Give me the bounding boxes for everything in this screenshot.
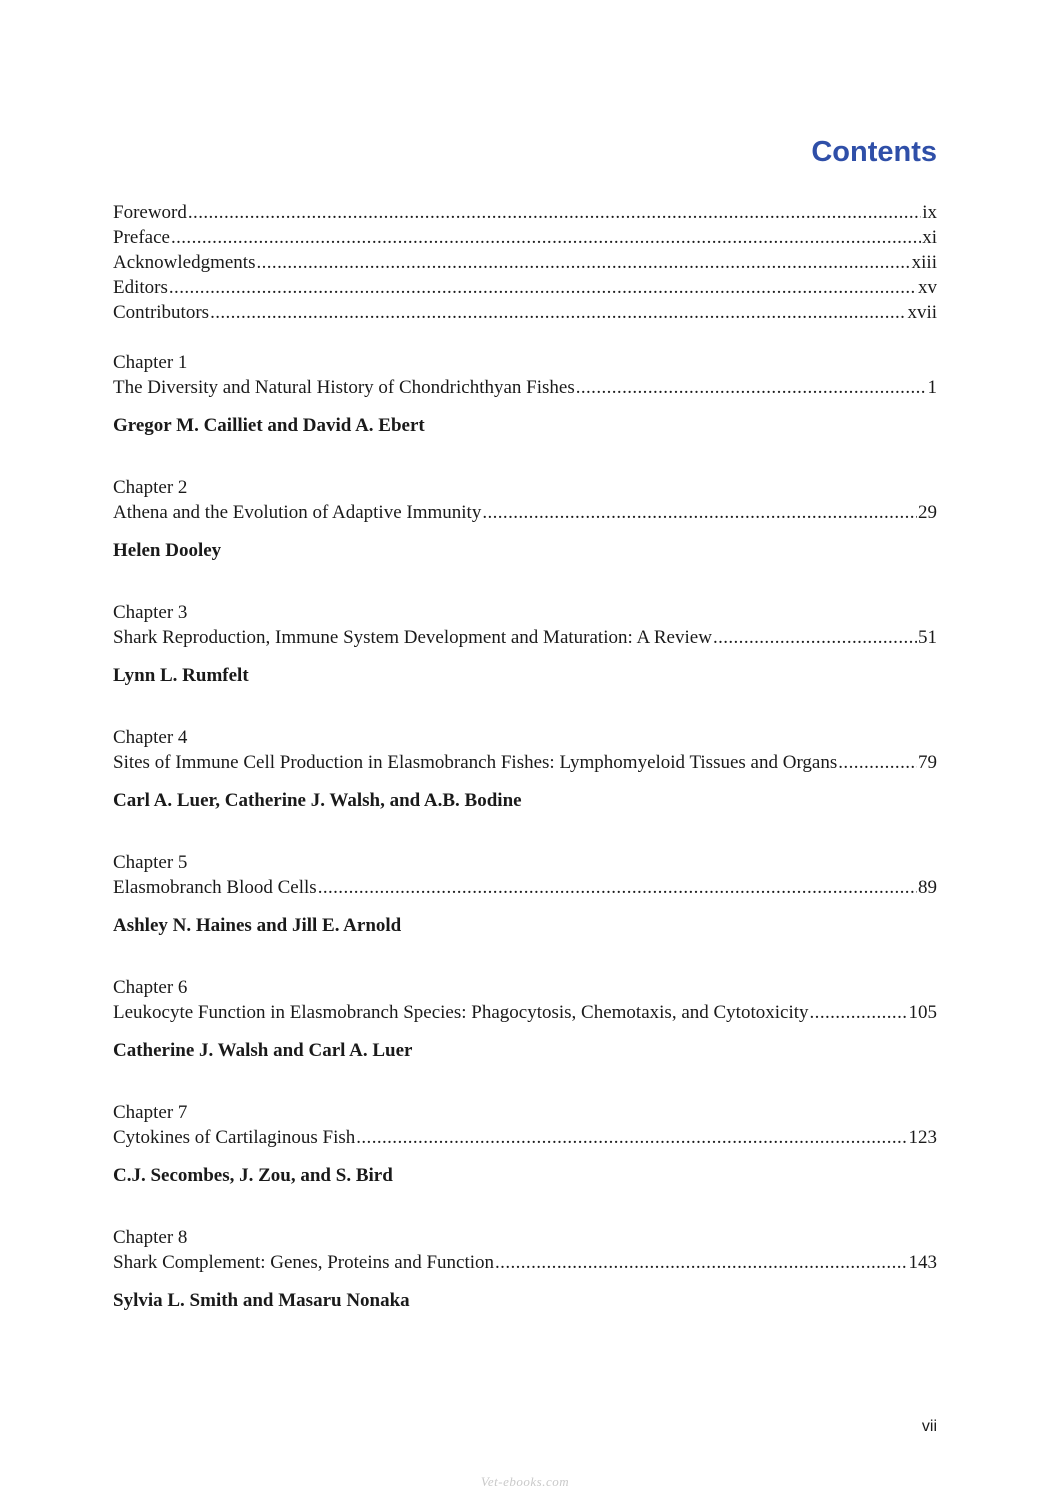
chapter-authors: Carl A. Luer, Catherine J. Walsh, and A.B. Bodine: [113, 790, 522, 811]
chapter-page: 51: [918, 627, 937, 648]
chapter-entry-1: [113, 350, 937, 438]
chapter-authors: Lynn L. Rumfelt: [113, 665, 249, 686]
chapter-title: Shark Reproduction, Immune System Development and Maturation: A Review: [113, 627, 712, 648]
entry-label: Contributors: [113, 302, 210, 323]
entry-page: ix: [922, 202, 937, 223]
chapter-title-line[interactable]: [113, 375, 937, 400]
chapter-title-line[interactable]: [113, 1250, 937, 1275]
chapter-page: 79: [918, 752, 937, 773]
dot-leader: [576, 375, 927, 400]
page-title: Contents: [811, 136, 937, 168]
toc-entry-foreword[interactable]: [113, 200, 937, 225]
dot-leader: [838, 750, 917, 775]
chapter-number: Chapter 3: [113, 602, 188, 623]
chapter-title: Leukocyte Function in Elasmobranch Species: Phagocytosis, Chemotaxis, and Cytotoxicity: [113, 1002, 809, 1023]
chapter-authors: Ashley N. Haines and Jill E. Arnold: [113, 915, 402, 936]
chapter-number: Chapter 2: [113, 477, 188, 498]
chapter-entry-6: [113, 975, 937, 1063]
page-number: vii: [921, 1418, 937, 1435]
chapter-title-line[interactable]: [113, 1000, 937, 1025]
chapter-title: Cytokines of Cartilaginous Fish: [113, 1127, 356, 1148]
chapter-title: Shark Complement: Genes, Proteins and Function: [113, 1252, 495, 1273]
entry-page: xiii: [911, 252, 937, 273]
entry-page: xi: [922, 227, 937, 248]
chapter-page: 1: [927, 377, 937, 398]
chapter-number: Chapter 1: [113, 352, 188, 373]
chapter-entry-3: [113, 600, 937, 688]
chapter-title: Elasmobranch Blood Cells: [113, 877, 317, 898]
entry-label: Acknowledgments: [113, 252, 256, 273]
chapter-number: Chapter 6: [113, 977, 188, 998]
toc-entry-preface[interactable]: [113, 225, 937, 250]
chapter-number: Chapter 7: [113, 1102, 188, 1123]
entry-label: Editors: [113, 277, 168, 298]
table-of-contents: [113, 200, 937, 1350]
chapter-title: Athena and the Evolution of Adaptive Immunity: [113, 502, 482, 523]
chapter-authors: C.J. Secombes, J. Zou, and S. Bird: [113, 1165, 393, 1186]
dot-leader: [188, 200, 921, 225]
toc-entry-acknowledgments[interactable]: [113, 250, 937, 275]
chapter-entry-8: [113, 1225, 937, 1313]
chapter-title: Sites of Immune Cell Production in Elasmobranch Fishes: Lymphomyeloid Tissues and Organs: [113, 752, 838, 773]
entry-page: xv: [918, 277, 937, 298]
chapter-page: 143: [908, 1252, 937, 1273]
chapter-title-line[interactable]: [113, 875, 937, 900]
chapter-title-line[interactable]: [113, 500, 937, 525]
chapter-number: Chapter 8: [113, 1227, 188, 1248]
toc-entry-editors[interactable]: [113, 275, 937, 300]
front-matter-list: [113, 200, 937, 325]
chapter-authors: Helen Dooley: [113, 540, 222, 561]
dot-leader: [356, 1125, 907, 1150]
chapter-authors: Gregor M. Cailliet and David A. Ebert: [113, 415, 425, 436]
chapter-authors: Catherine J. Walsh and Carl A. Luer: [113, 1040, 413, 1061]
watermark-logo: Vet-ebooks.com: [480, 1474, 570, 1489]
toc-entry-contributors[interactable]: [113, 300, 937, 325]
chapter-page: 105: [908, 1002, 937, 1023]
chapter-title: The Diversity and Natural History of Chondrichthyan Fishes: [113, 377, 575, 398]
chapter-page: 89: [918, 877, 937, 898]
dot-leader: [256, 250, 910, 275]
entry-page: xvii: [907, 302, 937, 323]
chapter-number: Chapter 4: [113, 727, 188, 748]
dot-leader: [482, 500, 917, 525]
chapter-number: Chapter 5: [113, 852, 188, 873]
dot-leader: [171, 225, 921, 250]
dot-leader: [169, 275, 917, 300]
dot-leader: [713, 625, 917, 650]
dot-leader: [318, 875, 917, 900]
chapter-authors: Sylvia L. Smith and Masaru Nonaka: [113, 1290, 410, 1311]
dot-leader: [210, 300, 906, 325]
chapter-entry-4: [113, 725, 937, 813]
chapter-entry-5: [113, 850, 937, 938]
chapter-title-line[interactable]: [113, 1125, 937, 1150]
entry-label: Foreword: [113, 202, 187, 223]
chapter-title-line[interactable]: [113, 625, 937, 650]
chapter-entry-2: [113, 475, 937, 563]
dot-leader: [810, 1000, 908, 1025]
chapter-page: 123: [908, 1127, 937, 1148]
chapter-title-line[interactable]: [113, 750, 937, 775]
dot-leader: [495, 1250, 907, 1275]
chapter-page: 29: [918, 502, 937, 523]
entry-label: Preface: [113, 227, 170, 248]
chapter-entry-7: [113, 1100, 937, 1188]
